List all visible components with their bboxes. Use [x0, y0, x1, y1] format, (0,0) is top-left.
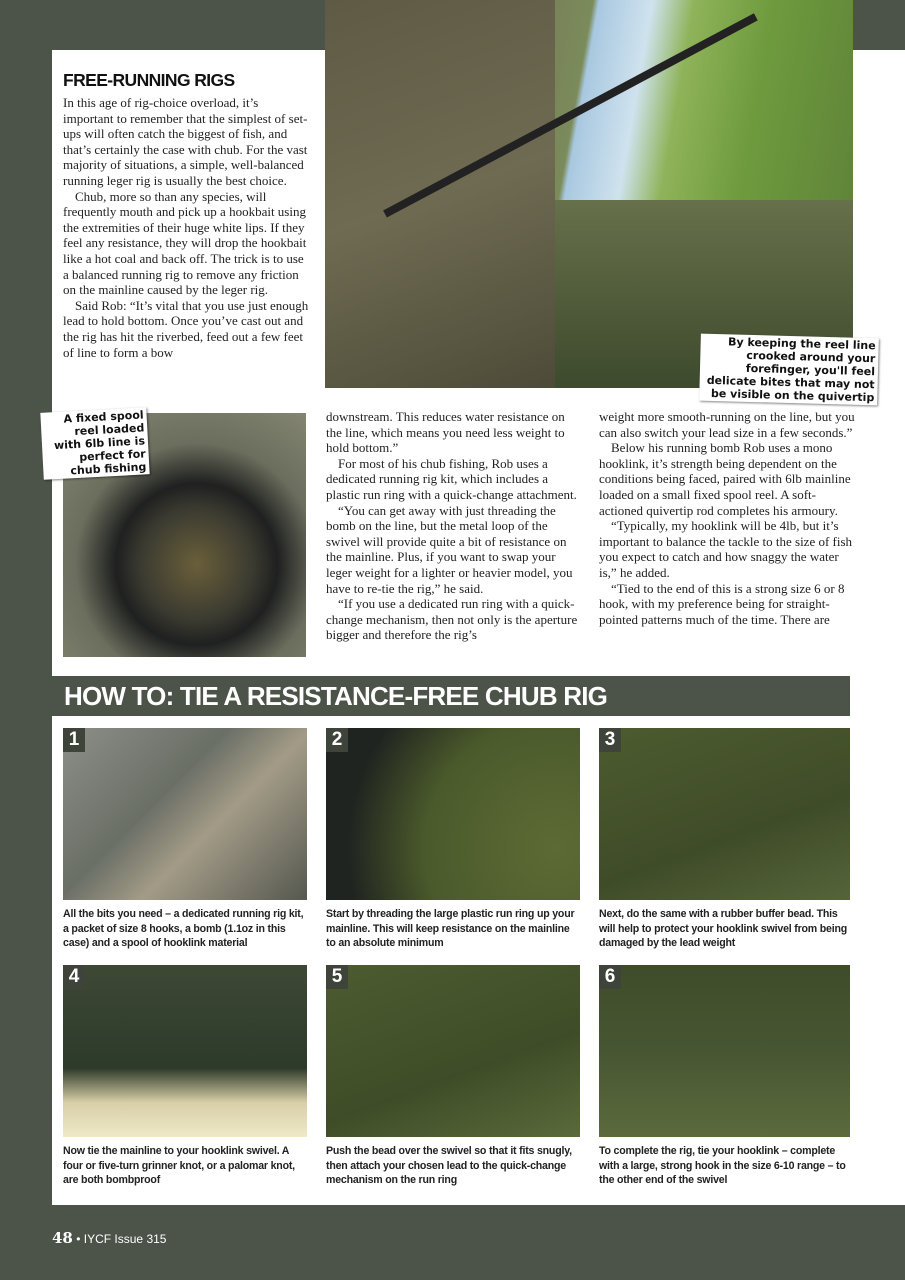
step-number: 1: [63, 728, 85, 752]
step-caption: Start by threading the large plastic run ring up your mainline. This will keep resistance on the mainline to an absolute minimum: [326, 908, 575, 949]
top-band: [853, 0, 905, 50]
hero-caption-text: By keeping the reel line crooked around your forefinger, you'll feel delicate bites that may not be visible on the quivertip: [706, 335, 876, 405]
paragraph: In this age of rig-choice overload, it’s important to remember that the simplest of set-ups will often catch the biggest of fish, and that’s certainly the case with chub. For the vast majority of situations, a simple, well-balanced running leger rig is usually the best choice.: [63, 95, 308, 188]
step-number: 3: [599, 728, 621, 752]
section-subheading: FREE-RUNNING RIGS: [63, 70, 235, 90]
issue-label: • IYCF Issue 315: [76, 1232, 167, 1246]
paragraph: weight more smooth-running on the line, but you can also switch your lead size in a few seconds.”: [599, 409, 855, 440]
step-photo: [63, 728, 307, 900]
page-number: 48: [52, 1229, 73, 1247]
step-caption: Next, do the same with a rubber buffer bead. This will help to protect your hooklink swivel from being damaged by the lead weight: [599, 908, 847, 949]
step-number: 5: [326, 965, 348, 989]
step-caption: To complete the rig, tie your hooklink – complete with a large, strong hook in the size 6-10 range – to the other end of the swivel: [599, 1145, 846, 1186]
angler-leg: [325, 0, 555, 388]
step-photo: [599, 965, 850, 1137]
step-photo: [326, 965, 580, 1137]
step-photo: [599, 728, 850, 900]
paragraph: For most of his chub fishing, Rob uses a dedicated running rig kit, which includes a plastic run ring with a quick-change attachment.: [326, 455, 577, 502]
step-number: 4: [63, 965, 85, 989]
paragraph: Below his running bomb Rob uses a mono hooklink, it’s strength being dependent on the conditions being faced, paired with 6lb mainline loaded on a small fixed spool reel. A soft-actioned quivertip rod completes his armoury.: [599, 440, 851, 518]
paragraph: downstream. This reduces water resistance on the line, which means you need less weight to hold bottom.”: [326, 409, 565, 456]
reel-photo-caption: [40, 407, 149, 479]
reel-caption-text: A fixed spool reel loaded with 6lb line is perfect for chub fishing: [53, 408, 147, 478]
article-column-3: [599, 409, 855, 627]
paragraph: Said Rob: “It’s vital that you use just enough lead to hold bottom. Once you’ve cast out and the rig has hit the riverbed, feed out a few feet of line to form a bow: [63, 297, 309, 360]
step-photo: [326, 728, 580, 900]
page-footer: [52, 1229, 166, 1247]
hero-photo-angler-rod: [325, 0, 853, 388]
step-caption: Push the bead over the swivel so that it fits snugly, then attach your chosen lead to the quick-change mechanism on the run ring: [326, 1145, 572, 1186]
paragraph: “If you use a dedicated run ring with a quick-change mechanism, then not only is the aperture bigger and therefore the rig’s: [326, 596, 578, 643]
howto-header: HOW TO: TIE A RESISTANCE-FREE CHUB RIG: [52, 676, 850, 716]
step-number: 2: [326, 728, 348, 752]
article-column-1: [63, 95, 309, 360]
step-number: 6: [599, 965, 621, 989]
hero-photo-caption: [699, 334, 879, 406]
paragraph: Chub, more so than any species, will frequently mouth and pick up a hookbait using the extremities of their huge white lips. If they feel any resistance, they will drop the hookbait like a hot coal and back off. The trick is to use a balanced running rig to remove any friction on the mainline caused by the leger rig.: [63, 188, 307, 298]
step-caption: All the bits you need – a dedicated running rig kit, a packet of size 8 hooks, a bomb (1.1oz in this case) and a spool of hooklink material: [63, 908, 304, 949]
article-column-2: [326, 409, 582, 643]
paragraph: “You can get away with just threading the bomb on the line, but the metal loop of the swivel will provide quite a bit of resistance on the mainline. Plus, if you want to swap your leger weight for a lighter or heavier model, you have to re-tie the rig,” he said.: [326, 502, 573, 596]
paragraph: “Tied to the end of this is a strong size 6 or 8 hook, with my preference being for straight-pointed patterns much of the time. There are: [599, 580, 845, 627]
step-photo: [63, 965, 307, 1137]
paragraph: “Typically, my hooklink will be 4lb, but it’s important to balance the tackle to the size of fish you expect to catch and how snaggy the water is,” he added.: [599, 518, 853, 580]
step-caption: Now tie the mainline to your hooklink swivel. A four or five-turn grinner knot, or a palomar knot, are both bombproof: [63, 1145, 295, 1186]
